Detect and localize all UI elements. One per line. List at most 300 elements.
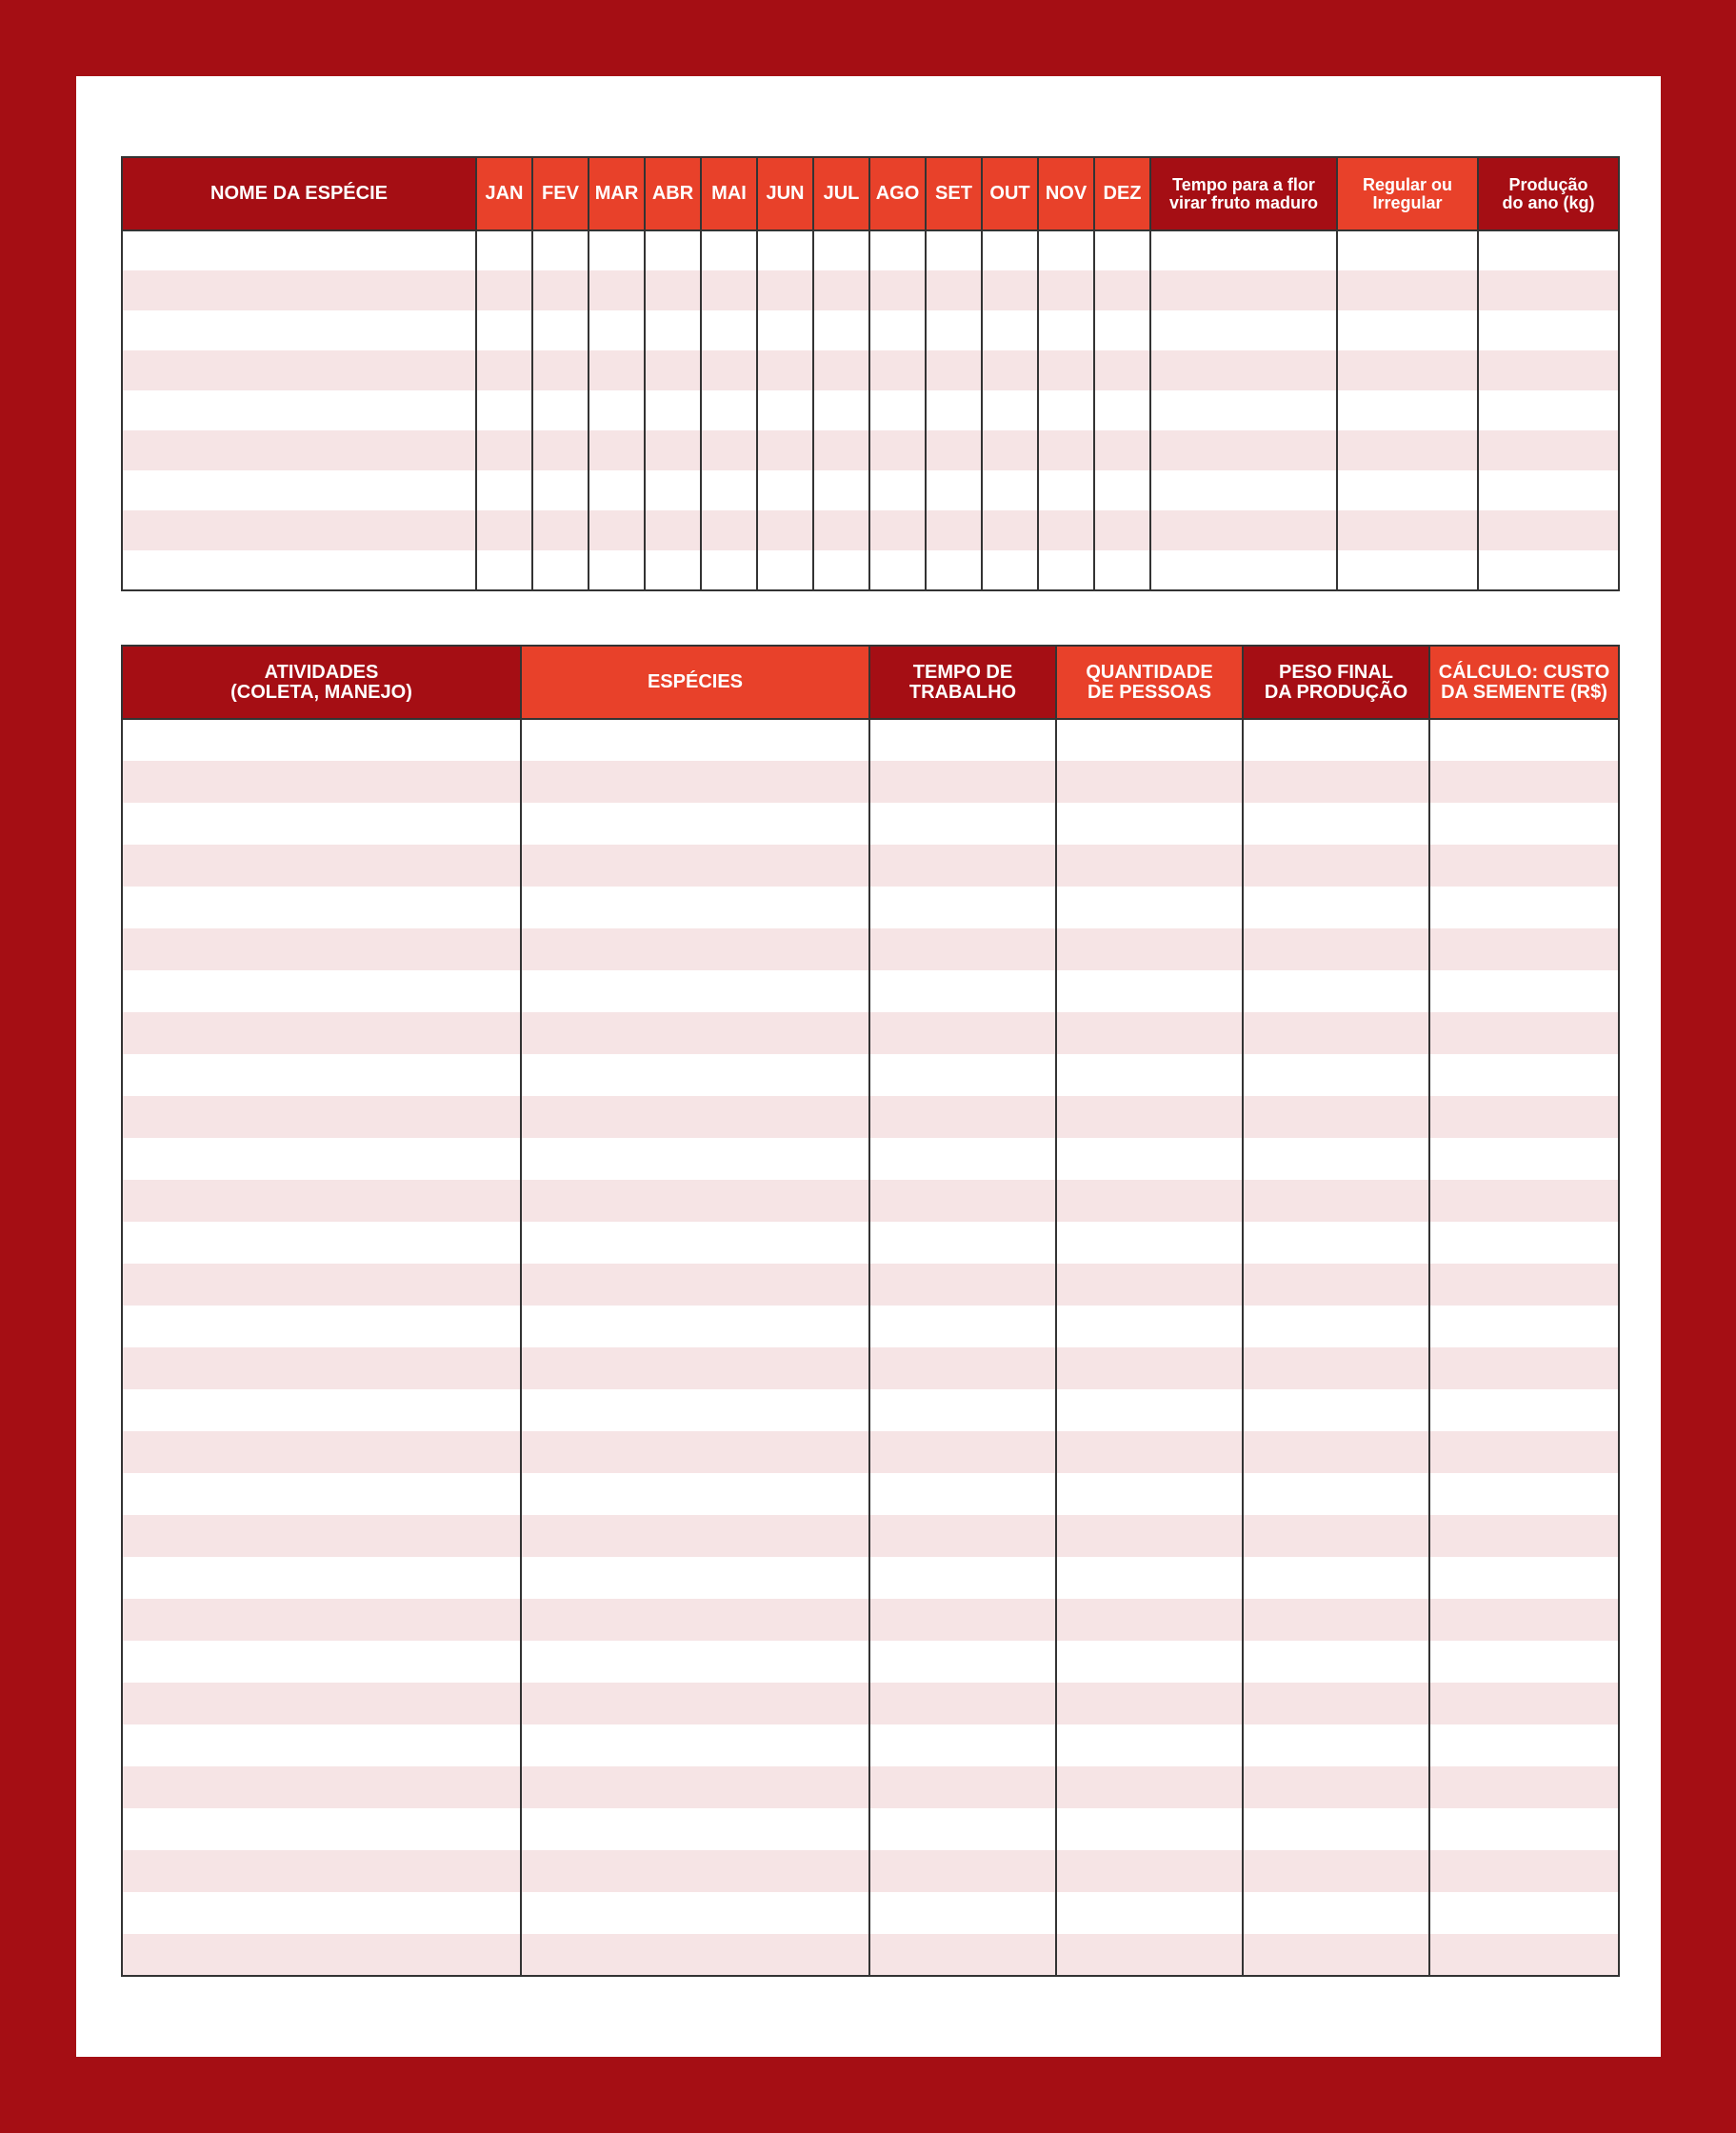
blank-cell-seed-cost[interactable] [1429, 1096, 1619, 1138]
blank-cell-species[interactable] [521, 1808, 869, 1850]
blank-cell-aug[interactable] [869, 270, 926, 310]
blank-cell-work-time[interactable] [869, 1892, 1056, 1934]
blank-cell-final-weight[interactable] [1243, 1473, 1429, 1515]
blank-cell-people-count[interactable] [1056, 1138, 1243, 1180]
blank-cell-jul[interactable] [813, 310, 869, 350]
blank-cell-annual-production[interactable] [1478, 510, 1619, 550]
blank-cell-activities[interactable] [122, 803, 521, 845]
blank-cell-species[interactable] [521, 1683, 869, 1724]
blank-cell-flower-to-fruit-time[interactable] [1150, 510, 1337, 550]
blank-cell-work-time[interactable] [869, 1431, 1056, 1473]
blank-cell-mar[interactable] [589, 350, 645, 390]
blank-cell-work-time[interactable] [869, 1264, 1056, 1306]
blank-cell-activities[interactable] [122, 1850, 521, 1892]
blank-cell-people-count[interactable] [1056, 1641, 1243, 1683]
blank-cell-regularity[interactable] [1337, 430, 1478, 470]
blank-cell-species[interactable] [521, 1431, 869, 1473]
blank-cell-species[interactable] [521, 1222, 869, 1264]
blank-cell-final-weight[interactable] [1243, 1347, 1429, 1389]
blank-cell-annual-production[interactable] [1478, 550, 1619, 590]
blank-cell-people-count[interactable] [1056, 1096, 1243, 1138]
blank-cell-activities[interactable] [122, 1180, 521, 1222]
blank-cell-jun[interactable] [757, 510, 813, 550]
blank-cell-seed-cost[interactable] [1429, 928, 1619, 970]
blank-cell-seed-cost[interactable] [1429, 1934, 1619, 1976]
blank-cell-final-weight[interactable] [1243, 1138, 1429, 1180]
blank-cell-final-weight[interactable] [1243, 1892, 1429, 1934]
blank-cell-work-time[interactable] [869, 1766, 1056, 1808]
blank-cell-flower-to-fruit-time[interactable] [1150, 430, 1337, 470]
blank-cell-work-time[interactable] [869, 1515, 1056, 1557]
blank-cell-seed-cost[interactable] [1429, 1557, 1619, 1599]
blank-cell-final-weight[interactable] [1243, 845, 1429, 887]
blank-cell-seed-cost[interactable] [1429, 1264, 1619, 1306]
blank-cell-final-weight[interactable] [1243, 1389, 1429, 1431]
blank-cell-activities[interactable] [122, 761, 521, 803]
blank-cell-species[interactable] [521, 1934, 869, 1976]
blank-cell-flower-to-fruit-time[interactable] [1150, 550, 1337, 590]
blank-cell-aug[interactable] [869, 390, 926, 430]
blank-cell-regularity[interactable] [1337, 470, 1478, 510]
blank-cell-apr[interactable] [645, 550, 701, 590]
blank-cell-regularity[interactable] [1337, 390, 1478, 430]
blank-cell-may[interactable] [701, 430, 757, 470]
blank-cell-final-weight[interactable] [1243, 1096, 1429, 1138]
blank-cell-seed-cost[interactable] [1429, 1515, 1619, 1557]
blank-cell-feb[interactable] [532, 310, 589, 350]
blank-cell-nov[interactable] [1038, 350, 1094, 390]
blank-cell-sep[interactable] [926, 470, 982, 510]
blank-cell-feb[interactable] [532, 430, 589, 470]
blank-cell-mar[interactable] [589, 390, 645, 430]
blank-cell-seed-cost[interactable] [1429, 1766, 1619, 1808]
blank-cell-aug[interactable] [869, 550, 926, 590]
blank-cell-species-name[interactable] [122, 390, 476, 430]
blank-cell-feb[interactable] [532, 390, 589, 430]
blank-cell-final-weight[interactable] [1243, 1766, 1429, 1808]
blank-cell-aug[interactable] [869, 350, 926, 390]
blank-cell-dec[interactable] [1094, 390, 1150, 430]
blank-cell-sep[interactable] [926, 550, 982, 590]
blank-cell-seed-cost[interactable] [1429, 1808, 1619, 1850]
blank-cell-feb[interactable] [532, 350, 589, 390]
blank-cell-activities[interactable] [122, 1347, 521, 1389]
blank-cell-mar[interactable] [589, 270, 645, 310]
blank-cell-species-name[interactable] [122, 430, 476, 470]
blank-cell-activities[interactable] [122, 1096, 521, 1138]
blank-cell-seed-cost[interactable] [1429, 761, 1619, 803]
blank-cell-species[interactable] [521, 1515, 869, 1557]
blank-cell-nov[interactable] [1038, 230, 1094, 270]
blank-cell-dec[interactable] [1094, 350, 1150, 390]
blank-cell-activities[interactable] [122, 1641, 521, 1683]
blank-cell-sep[interactable] [926, 510, 982, 550]
blank-cell-may[interactable] [701, 550, 757, 590]
blank-cell-aug[interactable] [869, 430, 926, 470]
blank-cell-work-time[interactable] [869, 1306, 1056, 1347]
blank-cell-final-weight[interactable] [1243, 1012, 1429, 1054]
blank-cell-flower-to-fruit-time[interactable] [1150, 310, 1337, 350]
blank-cell-work-time[interactable] [869, 1683, 1056, 1724]
blank-cell-nov[interactable] [1038, 550, 1094, 590]
blank-cell-oct[interactable] [982, 310, 1038, 350]
blank-cell-people-count[interactable] [1056, 1264, 1243, 1306]
blank-cell-people-count[interactable] [1056, 887, 1243, 928]
blank-cell-oct[interactable] [982, 550, 1038, 590]
blank-cell-people-count[interactable] [1056, 1892, 1243, 1934]
blank-cell-seed-cost[interactable] [1429, 1306, 1619, 1347]
blank-cell-people-count[interactable] [1056, 1808, 1243, 1850]
blank-cell-species[interactable] [521, 1557, 869, 1599]
blank-cell-people-count[interactable] [1056, 928, 1243, 970]
blank-cell-jun[interactable] [757, 230, 813, 270]
blank-cell-feb[interactable] [532, 270, 589, 310]
blank-cell-final-weight[interactable] [1243, 1306, 1429, 1347]
blank-cell-people-count[interactable] [1056, 1683, 1243, 1724]
blank-cell-activities[interactable] [122, 1557, 521, 1599]
blank-cell-species-name[interactable] [122, 350, 476, 390]
blank-cell-people-count[interactable] [1056, 803, 1243, 845]
blank-cell-species[interactable] [521, 803, 869, 845]
blank-cell-feb[interactable] [532, 470, 589, 510]
blank-cell-apr[interactable] [645, 390, 701, 430]
blank-cell-work-time[interactable] [869, 1347, 1056, 1389]
blank-cell-dec[interactable] [1094, 270, 1150, 310]
blank-cell-dec[interactable] [1094, 550, 1150, 590]
blank-cell-jul[interactable] [813, 470, 869, 510]
blank-cell-mar[interactable] [589, 310, 645, 350]
blank-cell-species[interactable] [521, 970, 869, 1012]
blank-cell-people-count[interactable] [1056, 1389, 1243, 1431]
blank-cell-final-weight[interactable] [1243, 1054, 1429, 1096]
blank-cell-jan[interactable] [476, 510, 532, 550]
blank-cell-activities[interactable] [122, 1683, 521, 1724]
blank-cell-people-count[interactable] [1056, 1431, 1243, 1473]
blank-cell-jul[interactable] [813, 430, 869, 470]
blank-cell-work-time[interactable] [869, 761, 1056, 803]
blank-cell-activities[interactable] [122, 1054, 521, 1096]
blank-cell-final-weight[interactable] [1243, 1264, 1429, 1306]
blank-cell-activities[interactable] [122, 928, 521, 970]
blank-cell-species[interactable] [521, 845, 869, 887]
blank-cell-nov[interactable] [1038, 430, 1094, 470]
blank-cell-oct[interactable] [982, 230, 1038, 270]
blank-cell-species[interactable] [521, 1264, 869, 1306]
blank-cell-seed-cost[interactable] [1429, 719, 1619, 761]
blank-cell-seed-cost[interactable] [1429, 1012, 1619, 1054]
blank-cell-jul[interactable] [813, 270, 869, 310]
blank-cell-people-count[interactable] [1056, 1222, 1243, 1264]
blank-cell-species-name[interactable] [122, 510, 476, 550]
blank-cell-annual-production[interactable] [1478, 430, 1619, 470]
blank-cell-annual-production[interactable] [1478, 270, 1619, 310]
blank-cell-annual-production[interactable] [1478, 230, 1619, 270]
blank-cell-seed-cost[interactable] [1429, 1180, 1619, 1222]
blank-cell-flower-to-fruit-time[interactable] [1150, 270, 1337, 310]
blank-cell-mar[interactable] [589, 430, 645, 470]
blank-cell-work-time[interactable] [869, 1641, 1056, 1683]
blank-cell-dec[interactable] [1094, 430, 1150, 470]
blank-cell-people-count[interactable] [1056, 1557, 1243, 1599]
blank-cell-activities[interactable] [122, 1892, 521, 1934]
blank-cell-annual-production[interactable] [1478, 470, 1619, 510]
blank-cell-jan[interactable] [476, 350, 532, 390]
blank-cell-activities[interactable] [122, 845, 521, 887]
blank-cell-oct[interactable] [982, 510, 1038, 550]
blank-cell-species[interactable] [521, 1138, 869, 1180]
blank-cell-seed-cost[interactable] [1429, 1431, 1619, 1473]
blank-cell-people-count[interactable] [1056, 1473, 1243, 1515]
blank-cell-oct[interactable] [982, 350, 1038, 390]
blank-cell-regularity[interactable] [1337, 230, 1478, 270]
blank-cell-jan[interactable] [476, 470, 532, 510]
blank-cell-jul[interactable] [813, 350, 869, 390]
blank-cell-species[interactable] [521, 1473, 869, 1515]
blank-cell-people-count[interactable] [1056, 1724, 1243, 1766]
blank-cell-seed-cost[interactable] [1429, 970, 1619, 1012]
blank-cell-activities[interactable] [122, 1934, 521, 1976]
blank-cell-species-name[interactable] [122, 270, 476, 310]
blank-cell-species[interactable] [521, 1012, 869, 1054]
blank-cell-activities[interactable] [122, 1766, 521, 1808]
blank-cell-apr[interactable] [645, 270, 701, 310]
blank-cell-work-time[interactable] [869, 1934, 1056, 1976]
blank-cell-feb[interactable] [532, 550, 589, 590]
blank-cell-work-time[interactable] [869, 1222, 1056, 1264]
blank-cell-species[interactable] [521, 1724, 869, 1766]
blank-cell-activities[interactable] [122, 1389, 521, 1431]
blank-cell-seed-cost[interactable] [1429, 845, 1619, 887]
blank-cell-work-time[interactable] [869, 970, 1056, 1012]
blank-cell-nov[interactable] [1038, 390, 1094, 430]
blank-cell-species[interactable] [521, 1054, 869, 1096]
blank-cell-flower-to-fruit-time[interactable] [1150, 230, 1337, 270]
blank-cell-activities[interactable] [122, 1222, 521, 1264]
blank-cell-work-time[interactable] [869, 1012, 1056, 1054]
blank-cell-jul[interactable] [813, 390, 869, 430]
blank-cell-people-count[interactable] [1056, 845, 1243, 887]
blank-cell-species-name[interactable] [122, 470, 476, 510]
blank-cell-activities[interactable] [122, 1724, 521, 1766]
blank-cell-species-name[interactable] [122, 550, 476, 590]
blank-cell-jul[interactable] [813, 510, 869, 550]
blank-cell-jun[interactable] [757, 550, 813, 590]
blank-cell-seed-cost[interactable] [1429, 1054, 1619, 1096]
blank-cell-regularity[interactable] [1337, 310, 1478, 350]
blank-cell-people-count[interactable] [1056, 719, 1243, 761]
blank-cell-apr[interactable] [645, 510, 701, 550]
blank-cell-activities[interactable] [122, 1012, 521, 1054]
blank-cell-species[interactable] [521, 1599, 869, 1641]
blank-cell-final-weight[interactable] [1243, 887, 1429, 928]
blank-cell-work-time[interactable] [869, 1724, 1056, 1766]
blank-cell-annual-production[interactable] [1478, 310, 1619, 350]
blank-cell-dec[interactable] [1094, 230, 1150, 270]
blank-cell-work-time[interactable] [869, 887, 1056, 928]
blank-cell-apr[interactable] [645, 310, 701, 350]
blank-cell-annual-production[interactable] [1478, 390, 1619, 430]
blank-cell-species[interactable] [521, 1850, 869, 1892]
blank-cell-apr[interactable] [645, 230, 701, 270]
blank-cell-species[interactable] [521, 1641, 869, 1683]
blank-cell-people-count[interactable] [1056, 1306, 1243, 1347]
blank-cell-seed-cost[interactable] [1429, 1641, 1619, 1683]
blank-cell-seed-cost[interactable] [1429, 1473, 1619, 1515]
blank-cell-people-count[interactable] [1056, 1347, 1243, 1389]
blank-cell-nov[interactable] [1038, 510, 1094, 550]
blank-cell-jun[interactable] [757, 470, 813, 510]
blank-cell-sep[interactable] [926, 310, 982, 350]
blank-cell-jan[interactable] [476, 310, 532, 350]
blank-cell-activities[interactable] [122, 887, 521, 928]
blank-cell-nov[interactable] [1038, 310, 1094, 350]
blank-cell-species[interactable] [521, 1347, 869, 1389]
blank-cell-work-time[interactable] [869, 719, 1056, 761]
blank-cell-final-weight[interactable] [1243, 803, 1429, 845]
blank-cell-work-time[interactable] [869, 1054, 1056, 1096]
blank-cell-may[interactable] [701, 350, 757, 390]
blank-cell-activities[interactable] [122, 1431, 521, 1473]
blank-cell-jan[interactable] [476, 430, 532, 470]
blank-cell-species-name[interactable] [122, 310, 476, 350]
blank-cell-jun[interactable] [757, 310, 813, 350]
blank-cell-oct[interactable] [982, 470, 1038, 510]
blank-cell-jan[interactable] [476, 390, 532, 430]
blank-cell-work-time[interactable] [869, 1473, 1056, 1515]
blank-cell-flower-to-fruit-time[interactable] [1150, 390, 1337, 430]
blank-cell-work-time[interactable] [869, 1808, 1056, 1850]
blank-cell-final-weight[interactable] [1243, 1599, 1429, 1641]
blank-cell-work-time[interactable] [869, 928, 1056, 970]
blank-cell-nov[interactable] [1038, 470, 1094, 510]
blank-cell-people-count[interactable] [1056, 1054, 1243, 1096]
blank-cell-sep[interactable] [926, 230, 982, 270]
blank-cell-sep[interactable] [926, 270, 982, 310]
blank-cell-final-weight[interactable] [1243, 1557, 1429, 1599]
blank-cell-final-weight[interactable] [1243, 1431, 1429, 1473]
blank-cell-seed-cost[interactable] [1429, 803, 1619, 845]
blank-cell-work-time[interactable] [869, 1389, 1056, 1431]
blank-cell-activities[interactable] [122, 1306, 521, 1347]
blank-cell-sep[interactable] [926, 350, 982, 390]
blank-cell-species[interactable] [521, 928, 869, 970]
blank-cell-may[interactable] [701, 390, 757, 430]
blank-cell-work-time[interactable] [869, 1599, 1056, 1641]
blank-cell-seed-cost[interactable] [1429, 1892, 1619, 1934]
blank-cell-jun[interactable] [757, 430, 813, 470]
blank-cell-seed-cost[interactable] [1429, 1347, 1619, 1389]
blank-cell-regularity[interactable] [1337, 550, 1478, 590]
blank-cell-jul[interactable] [813, 550, 869, 590]
blank-cell-jun[interactable] [757, 350, 813, 390]
blank-cell-feb[interactable] [532, 230, 589, 270]
blank-cell-oct[interactable] [982, 430, 1038, 470]
blank-cell-final-weight[interactable] [1243, 719, 1429, 761]
blank-cell-activities[interactable] [122, 719, 521, 761]
blank-cell-sep[interactable] [926, 390, 982, 430]
blank-cell-mar[interactable] [589, 470, 645, 510]
blank-cell-activities[interactable] [122, 1473, 521, 1515]
blank-cell-aug[interactable] [869, 310, 926, 350]
blank-cell-jun[interactable] [757, 390, 813, 430]
blank-cell-seed-cost[interactable] [1429, 1724, 1619, 1766]
blank-cell-activities[interactable] [122, 1138, 521, 1180]
blank-cell-final-weight[interactable] [1243, 1222, 1429, 1264]
blank-cell-apr[interactable] [645, 470, 701, 510]
blank-cell-dec[interactable] [1094, 310, 1150, 350]
blank-cell-species[interactable] [521, 1180, 869, 1222]
blank-cell-feb[interactable] [532, 510, 589, 550]
blank-cell-dec[interactable] [1094, 470, 1150, 510]
blank-cell-final-weight[interactable] [1243, 1515, 1429, 1557]
blank-cell-final-weight[interactable] [1243, 1724, 1429, 1766]
blank-cell-final-weight[interactable] [1243, 1934, 1429, 1976]
blank-cell-work-time[interactable] [869, 1138, 1056, 1180]
blank-cell-aug[interactable] [869, 510, 926, 550]
blank-cell-people-count[interactable] [1056, 1599, 1243, 1641]
blank-cell-work-time[interactable] [869, 803, 1056, 845]
blank-cell-jan[interactable] [476, 550, 532, 590]
blank-cell-species[interactable] [521, 1306, 869, 1347]
blank-cell-species[interactable] [521, 1766, 869, 1808]
blank-cell-species[interactable] [521, 1389, 869, 1431]
blank-cell-seed-cost[interactable] [1429, 1222, 1619, 1264]
blank-cell-seed-cost[interactable] [1429, 1683, 1619, 1724]
blank-cell-activities[interactable] [122, 1515, 521, 1557]
blank-cell-people-count[interactable] [1056, 761, 1243, 803]
blank-cell-species-name[interactable] [122, 230, 476, 270]
blank-cell-annual-production[interactable] [1478, 350, 1619, 390]
blank-cell-aug[interactable] [869, 230, 926, 270]
blank-cell-mar[interactable] [589, 510, 645, 550]
blank-cell-final-weight[interactable] [1243, 1180, 1429, 1222]
blank-cell-oct[interactable] [982, 390, 1038, 430]
blank-cell-may[interactable] [701, 510, 757, 550]
blank-cell-dec[interactable] [1094, 510, 1150, 550]
blank-cell-species[interactable] [521, 887, 869, 928]
blank-cell-flower-to-fruit-time[interactable] [1150, 350, 1337, 390]
blank-cell-activities[interactable] [122, 1599, 521, 1641]
blank-cell-sep[interactable] [926, 430, 982, 470]
blank-cell-people-count[interactable] [1056, 1850, 1243, 1892]
blank-cell-may[interactable] [701, 470, 757, 510]
blank-cell-people-count[interactable] [1056, 1766, 1243, 1808]
blank-cell-apr[interactable] [645, 350, 701, 390]
blank-cell-aug[interactable] [869, 470, 926, 510]
blank-cell-mar[interactable] [589, 230, 645, 270]
blank-cell-activities[interactable] [122, 970, 521, 1012]
blank-cell-species[interactable] [521, 719, 869, 761]
blank-cell-final-weight[interactable] [1243, 928, 1429, 970]
blank-cell-seed-cost[interactable] [1429, 887, 1619, 928]
blank-cell-nov[interactable] [1038, 270, 1094, 310]
blank-cell-jul[interactable] [813, 230, 869, 270]
blank-cell-apr[interactable] [645, 430, 701, 470]
blank-cell-work-time[interactable] [869, 845, 1056, 887]
blank-cell-work-time[interactable] [869, 1850, 1056, 1892]
blank-cell-people-count[interactable] [1056, 1934, 1243, 1976]
blank-cell-jan[interactable] [476, 230, 532, 270]
blank-cell-seed-cost[interactable] [1429, 1389, 1619, 1431]
blank-cell-seed-cost[interactable] [1429, 1138, 1619, 1180]
blank-cell-regularity[interactable] [1337, 270, 1478, 310]
blank-cell-final-weight[interactable] [1243, 1808, 1429, 1850]
blank-cell-activities[interactable] [122, 1808, 521, 1850]
blank-cell-final-weight[interactable] [1243, 761, 1429, 803]
blank-cell-regularity[interactable] [1337, 510, 1478, 550]
blank-cell-jun[interactable] [757, 270, 813, 310]
blank-cell-people-count[interactable] [1056, 1515, 1243, 1557]
